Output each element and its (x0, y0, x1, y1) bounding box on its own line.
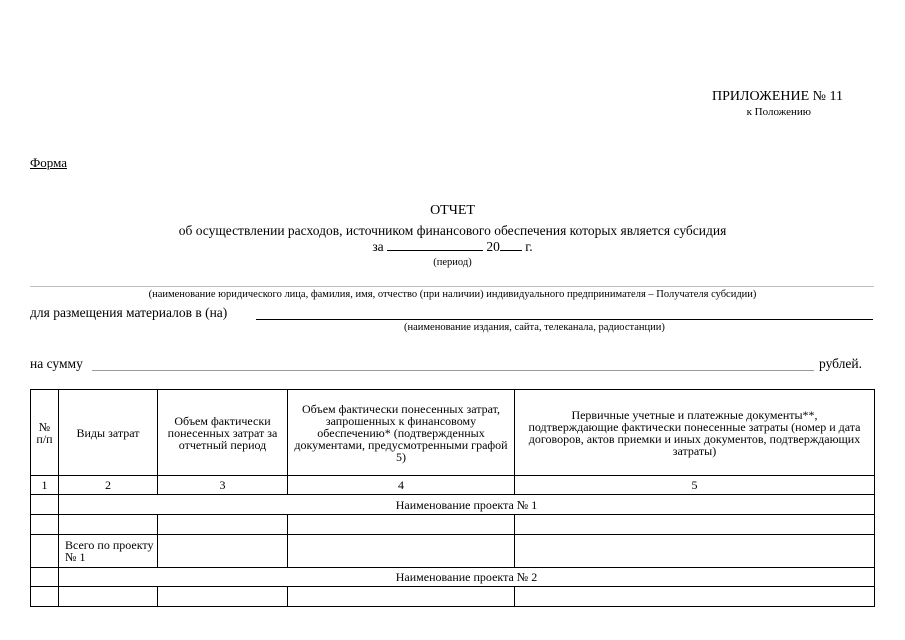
period-suffix: г. (525, 239, 533, 254)
table-cell[interactable] (288, 535, 515, 568)
table-cell[interactable] (515, 587, 875, 607)
period-line (0, 239, 905, 255)
amount-label: на сумму (30, 356, 83, 371)
table-cell[interactable] (31, 495, 59, 515)
table-cell[interactable] (59, 587, 158, 607)
column-number: 5 (515, 476, 875, 495)
recipient-line[interactable] (30, 286, 874, 287)
appendix-title: ПРИЛОЖЕНИЕ № 11 (712, 89, 843, 104)
report-title: ОТЧЕТ (430, 203, 475, 218)
year-blank[interactable] (500, 239, 522, 251)
table-cell[interactable] (31, 535, 59, 568)
amount-line[interactable] (92, 370, 814, 371)
period-year: 20 (486, 239, 500, 254)
total-project-1-row (31, 535, 875, 568)
table-cell[interactable] (31, 515, 59, 535)
column-number: 2 (59, 476, 158, 495)
amount-suffix: рублей. (819, 356, 863, 371)
header-number: № п/п (31, 390, 59, 476)
form-label: Форма (30, 155, 67, 170)
header-requested-costs: Объем фактически понесенных затрат, запрошенных к финансовому обеспечению* (подтвержденных документами, предусмотренными графой 5) (288, 390, 515, 476)
total-project-1-label: Всего по проекту № 1 (59, 535, 158, 568)
placement-line[interactable] (256, 319, 873, 320)
table-cell[interactable] (515, 535, 875, 568)
column-number: 3 (158, 476, 288, 495)
column-number: 1 (31, 476, 59, 495)
appendix-subtitle: к Положению (746, 106, 811, 118)
recipient-hint: (наименование юридического лица, фамилия, имя, отчество (при наличии) индивидуального предпринимателя – Получателя субсидии) (148, 289, 757, 300)
table-cell[interactable] (158, 515, 288, 535)
table-row (31, 587, 875, 607)
table-cell[interactable] (31, 587, 59, 607)
placement-hint: (наименование издания, сайта, телеканала, радиостанции) (404, 322, 665, 333)
table-cell[interactable] (515, 515, 875, 535)
period-prefix: за (372, 239, 384, 254)
header-expense-type: Виды затрат (59, 390, 158, 476)
table-cell[interactable] (288, 587, 515, 607)
project-1-row (31, 495, 875, 515)
header-documents: Первичные учетные и платежные документы**, подтверждающие фактически понесенные затраты (номер и дата договоров, актов приемки и иных документов, подтверждающих затраты) (515, 390, 875, 476)
table-cell[interactable] (59, 515, 158, 535)
table-cell[interactable] (31, 568, 59, 587)
project-2-row (31, 568, 875, 587)
period-blank[interactable] (387, 239, 483, 251)
period-hint: (период) (433, 257, 472, 268)
table-cell[interactable] (158, 587, 288, 607)
table-row (31, 515, 875, 535)
header-row (31, 390, 875, 476)
expense-table (30, 389, 875, 607)
project-1-title: Наименование проекта № 1 (59, 495, 875, 515)
column-number-row (31, 476, 875, 495)
table-cell[interactable] (288, 515, 515, 535)
placement-label: для размещения материалов в (на) (30, 305, 228, 320)
report-subtitle: об осуществлении расходов, источником финансового обеспечения которых является субсидия (178, 223, 727, 238)
header-actual-costs: Объем фактически понесенных затрат за отчетный период (158, 390, 288, 476)
project-2-title: Наименование проекта № 2 (59, 568, 875, 587)
table-cell[interactable] (158, 535, 288, 568)
column-number: 4 (288, 476, 515, 495)
